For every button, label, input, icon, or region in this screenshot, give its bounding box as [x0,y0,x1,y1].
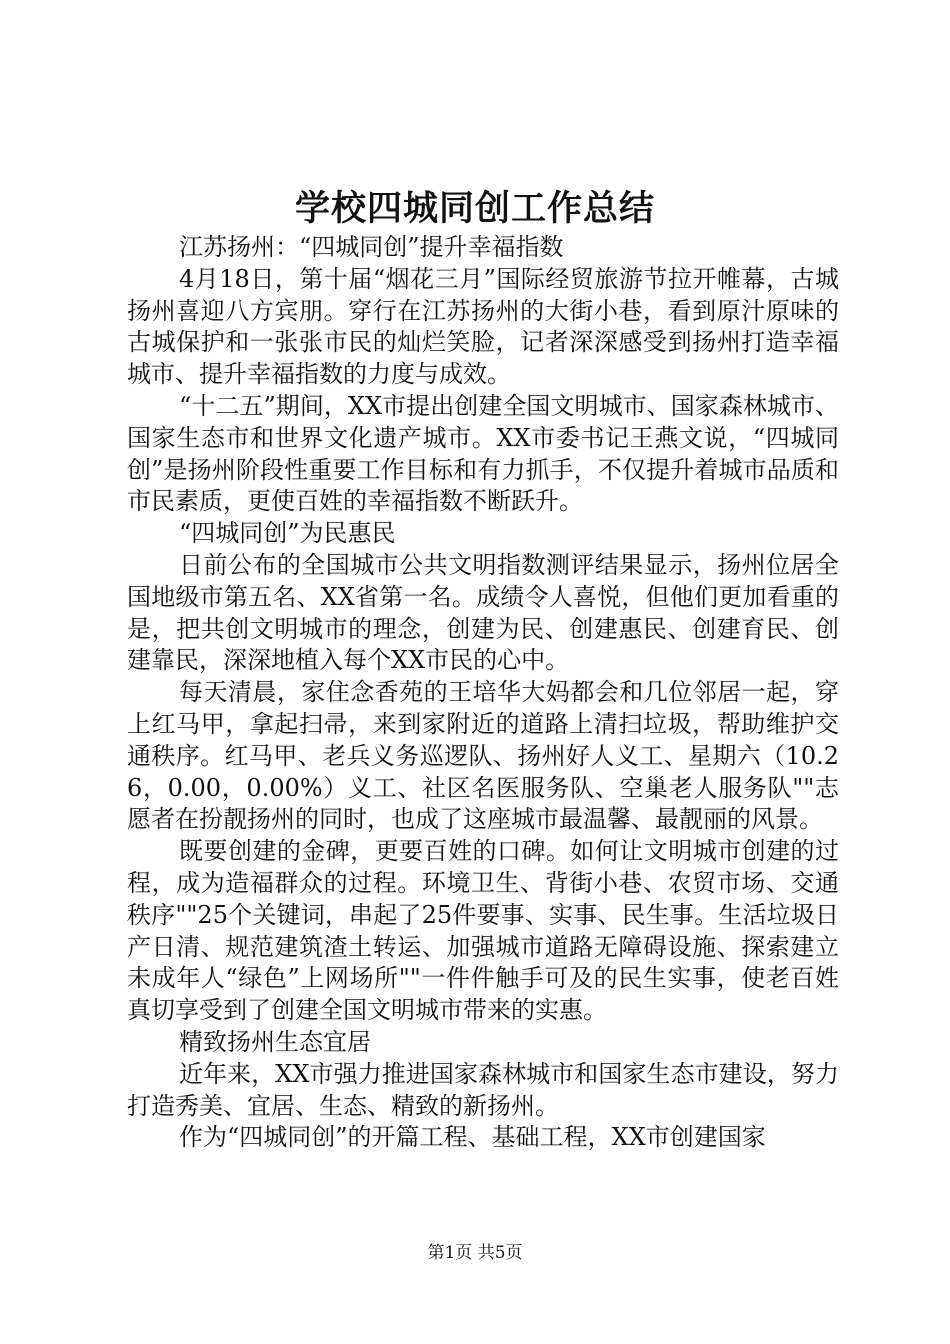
body-paragraph: 每天清晨，家住念香苑的王培华大妈都会和几位邻居一起，穿上红马甲，拿起扫帚，来到家附近的道路上清扫垃圾，帮助维护交通秩序。红马甲、老兵义务巡逻队、扬州好人义工、星期六（10.26，0.00，0.00%）义工、社区名医服务队、空巢老人服务队""志愿者在扮靓扬州的同时，也成了这座城市最温馨、最靓丽的风景。 [127,678,839,834]
body-paragraph: 既要创建的金碑，更要百姓的口碑。如何让文明城市创建的过程，成为造福群众的过程。环境卫生、背街小巷、农贸市场、交通秩序""25个关键词，串起了25件要事、实事、民生事。生活垃圾日产日清、规范建筑渣土转运、加强城市道路无障碍设施、探索建立未成年人“绿色”上网场所""一件件触手可及的民生实事，使老百姓真切享受到了创建全国文明城市带来的实惠。 [127,837,839,1025]
document-body [127,232,839,1154]
body-paragraph: “十二五”期间，XX市提出创建全国文明城市、国家森林城市、国家生态市和世界文化遗产城市。XX市委书记王燕文说，“四城同创”是扬州阶段性重要工作目标和有力抓手，不仅提升着城市品质和市民素质，更使百姓的幸福指数不断跃升。 [127,391,839,516]
section-heading: 精致扬州生态宜居 [179,1027,371,1056]
body-paragraph: 作为“四城同创”的开篇工程、基础工程，XX市创建国家 [179,1123,766,1152]
section-heading: “四城同创”为民惠民 [179,519,396,548]
document-title: 学校四城同创工作总结 [294,188,655,229]
body-paragraph: 近年来，XX市强力推进国家森林城市和国家生态市建设，努力打造秀美、宜居、生态、精致的新扬州。 [127,1059,839,1120]
page-number-footer: 第1页 共5页 [427,1243,523,1263]
subtitle-paragraph: 江苏扬州：“四城同创”提升幸福指数 [179,233,564,261]
body-paragraph: 日前公布的全国城市公共文明指数测评结果显示，扬州位居全国地级市第五名、XX省第一名。成绩令人喜悦，但他们更加看重的是，把共创文明城市的理念，创建为民、创建惠民、创建育民、创建靠民，深深地植入每个XX市民的心中。 [127,550,839,675]
body-paragraph: 4月18日，第十届“烟花三月”国际经贸旅游节拉开帷幕，古城扬州喜迎八方宾朋。穿行在江苏扬州的大街小巷，看到原汁原味的古城保护和一张张市民的灿烂笑脸，记者深深感受到扬州打造幸福城市、提升幸福指数的力度与成效。 [127,264,839,389]
